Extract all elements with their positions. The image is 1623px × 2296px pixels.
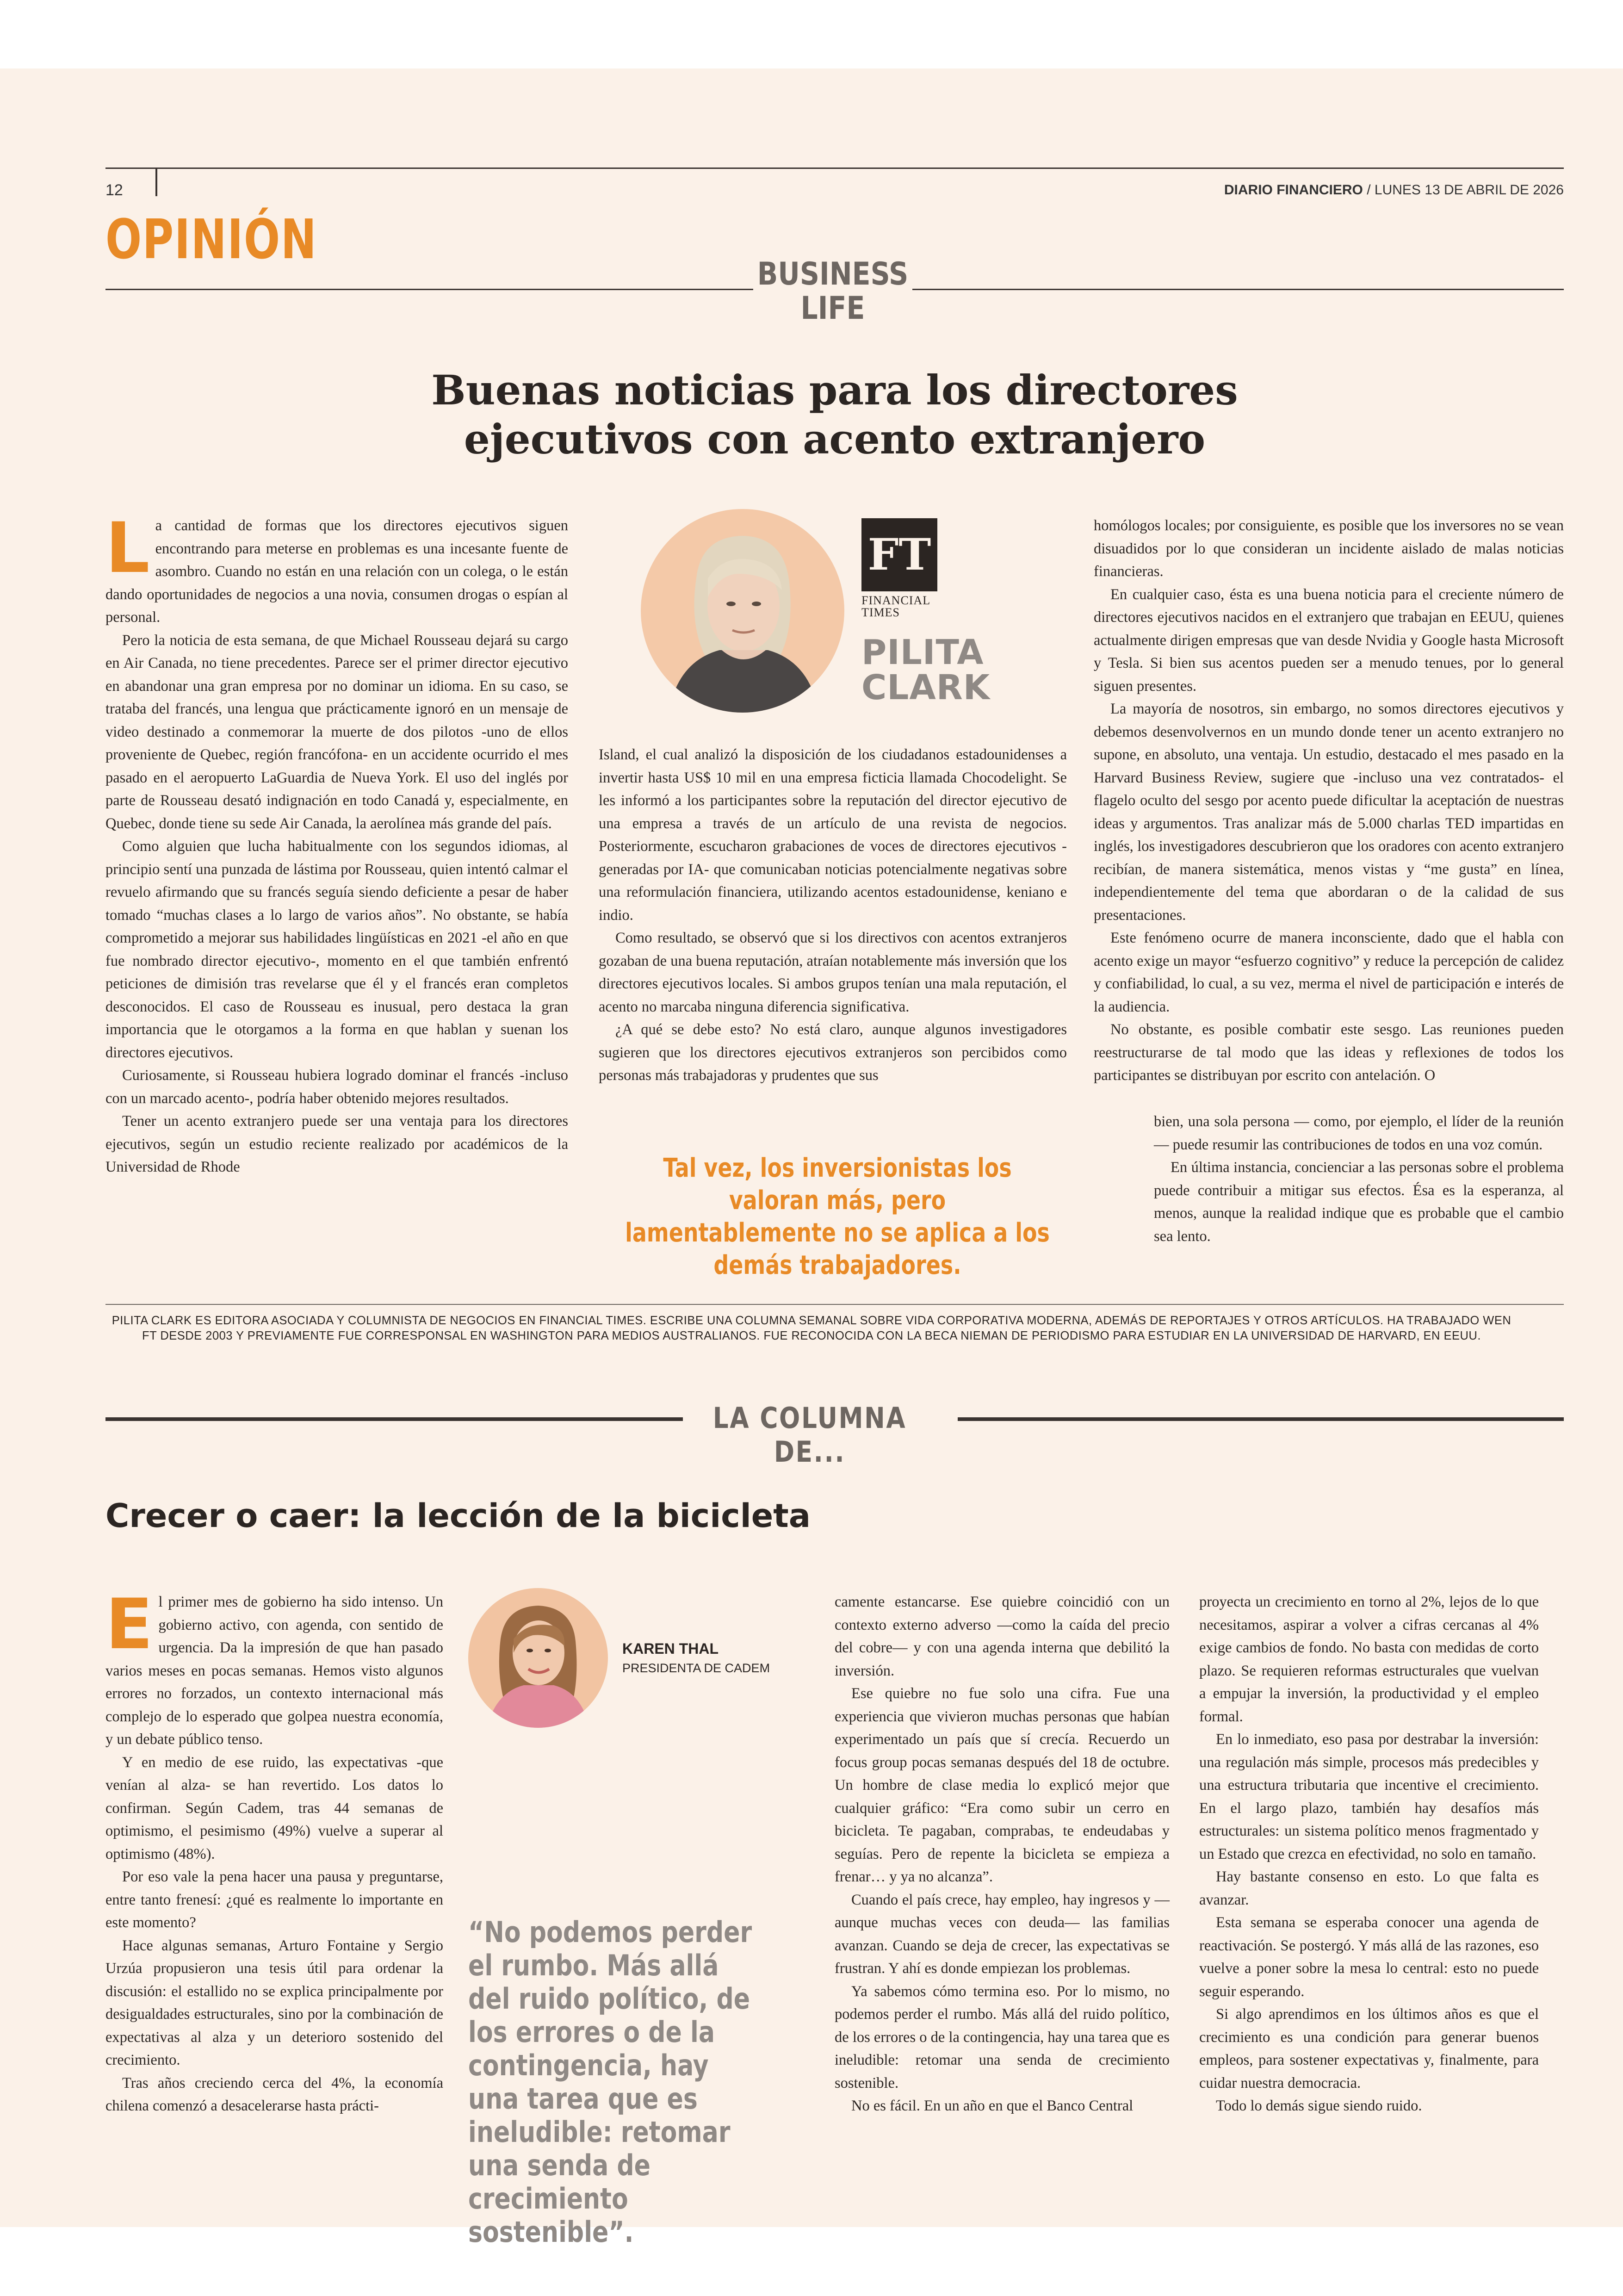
paragraph: Hay bastante consenso en esto. Lo que falta es avanzar.	[1199, 1868, 1539, 1908]
paragraph: Curiosamente, si Rousseau hubiera logrado dominar el francés -incluso con un marcado acento-, podría haber obtenido mejores resultados.	[105, 1067, 568, 1107]
paragraph: Por eso vale la pena hacer una pausa y preguntarse, entre tanto frenesí: ¿qué es realmente lo importante en este momento?	[105, 1868, 443, 1931]
ft-name-line2: TIMES	[861, 606, 900, 619]
article1-column3	[1094, 515, 1564, 1087]
paragraph: En cualquier caso, ésta es una buena noticia para el creciente número de directores ejecutivos nacidos en el extranjero que trabajan en EEUU, quienes actualmente dirigen empresas que van desde Nvidia y Google hasta Microsoft y Tesla. Si bien sus acentos pueden ser a menudo tenues, por lo general siguen presentes.	[1094, 586, 1564, 695]
kicker-line1: BUSINESS	[757, 256, 909, 292]
kicker-rule-left	[105, 289, 753, 290]
article2-column1	[105, 1584, 443, 2118]
column-kicker-rule-left	[105, 1417, 683, 1421]
bio-rule	[105, 1304, 1564, 1305]
paragraph: Ya sabemos cómo termina eso. Por lo mismo, no podemos perder el rumbo. Más allá del ruido político, de los errores o de la contingencia, hay una tarea que es ineludible: retomar una senda de crecimiento sostenible.	[835, 1983, 1170, 2091]
section-title: OPINIÓN	[105, 207, 317, 271]
ft-name-line1: FINANCIAL	[861, 594, 931, 607]
article2-author-role: PRESIDENTA DE CADEM	[622, 1661, 770, 1675]
paragraph: Tras años creciendo cerca del 4%, la economía chilena comenzó a desacelerarse hasta prácti-	[105, 2074, 443, 2114]
paragraph: Y en medio de ese ruido, las expectativas -que venían al alza- se han revertido. Los datos lo confirman. Según Cadem, tras 44 semanas de optimismo, el pesimismo (49%) vuelve a superar al optimismo (48%).	[105, 1754, 443, 1862]
paragraph: En lo inmediato, eso pasa por destrabar la inversión: una regulación más simple, procesos más predecibles y una estructura tributaria que incentive el crecimiento. En el largo plazo, también hay desafíos más estructurales: un sistema político menos fragmentado y un Estado que crezca en efectividad, no solo en tamaño.	[1199, 1731, 1539, 1862]
article1-column3-end	[1154, 1111, 1564, 1248]
article2-column2	[835, 1591, 1170, 2118]
headline-line1: Buenas noticias para los directores	[431, 366, 1238, 414]
header-top-rule	[105, 168, 1564, 169]
paragraph: No obstante, es posible combatir este sesgo. Las reuniones pueden reestructurarse de tal modo que las ideas y reflexiones de todos los participantes se distribuyan por escrito con antelación. O	[1094, 1021, 1564, 1084]
paragraph: a cantidad de formas que los directores ejecutivos siguen encontrando para meterse en problemas es una incesante fuente de asombro. Cuando no están en una relación con un colega, o le están dando oportunidades de negocios a una novia, consumen drogas o espían al personal.	[105, 517, 568, 626]
publication-date: / LUNES 13 DE ABRIL DE 2026	[1367, 182, 1564, 198]
article1-column1	[105, 508, 568, 1179]
headline-line2: ejecutivos con acento extranjero	[464, 415, 1206, 463]
author-bio: PILITA CLARK ES EDITORA ASOCIADA Y COLUMNISTA DE NEGOCIOS EN FINANCIAL TIMES. ESCRIBE UNA COLUMNA SEMANAL SOBRE VIDA CORPORATIVA MODERNA, ADEMÁS DE REPORTAJES Y OTROS ARTÍCULOS. HA TRABAJADO WEN FT DESDE 2003 Y PREVIAMENTE FUE CORRESPONSAL EN WASHINGTON PARA MEDIOS AUSTRALIANOS. FUE RECONOCIDA CON LA BECA NIEMAN DE PERIODISMO PARA ESTUDIAR EN LA UNIVERSIDAD DE HARVARD, EN EEUU.	[112, 1314, 1511, 1342]
column-kicker: LA COLUMNA DE...	[712, 1401, 907, 1469]
paragraph: ¿A qué se debe esto? No está claro, aunque algunos investigadores sugieren que los directores ejecutivos extranjeros son percibidos como personas más trabajadoras y prudentes que sus	[599, 1021, 1067, 1084]
drop-cap: E	[105, 1584, 153, 1665]
paragraph: Ese quiebre no fue solo una cifra. Fue una experiencia que vivieron muchas personas que habían experimentado un país que sí crecía. Recuerdo un focus group pocas semanas después del 18 de octubre. Un hombre de clase media lo explicó mejor que cualquier gráfico: “Era como subir un cerro en bicicleta. Te pagaban, comprabas, te endeudabas y seguías. Pero de repente la bicicleta se empieza a frenar… y ya no alcanza”.	[835, 1685, 1170, 1885]
paragraph: Todo lo demás sigue siendo ruido.	[1216, 2097, 1422, 2114]
author-first-name: PILITA	[861, 633, 984, 672]
paragraph: l primer mes de gobierno ha sido intenso. Un gobierno activo, con agenda, con sentido de urgencia. Da la impresión de que han pasado varios meses en pocas semanas. Hemos visto algunos errores no forzados, un contexto internacional más complejo de lo esperado que golpea nuestra economía, y un debate público tenso.	[105, 1594, 443, 1748]
paragraph: Tener un acento extranjero puede ser una ventaja para los directores ejecutivos, según un estudio reciente realizado por académicos de la Universidad de Rhode	[105, 1113, 568, 1175]
paragraph: Este fenómeno ocurre de manera inconsciente, dado que el habla con acento exige un mayor “esfuerzo cognitivo” y reduce la percepción de calidez y confiabilidad, lo cual, a su vez, merma el nivel de participación e interés de la audiencia.	[1094, 930, 1564, 1015]
kicker-business-life	[729, 257, 936, 326]
paragraph: Pero la noticia de esta semana, de que Michael Rousseau dejará su cargo en Air Canada, no tiene precedentes. Parece ser el primer director ejecutivo en abandonar una gran empresa por no dominar un idioma. En su caso, se trataba del francés, una lengua que prácticamente ignoró en un mensaje de video destinado a conmemorar la muerte de dos pilotos -uno de ellos proveniente de Quebec, región francófona- en un accidente ocurrido el mes pasado en el aeropuerto LaGuardia de Nueva York. El uso del inglés por parte de Rousseau desató indignación en todo Canadá y, especialmente, en Quebec, donde tiene su sede Air Canada, la aerolínea más grande del país.	[105, 632, 568, 832]
article2-column3	[1199, 1591, 1539, 2118]
author-photo	[468, 1588, 608, 1728]
paragraph: La mayoría de nosotros, sin embargo, no somos directores ejecutivos y debemos desenvolvernos en un mundo donde tener un acento extranjero no supone, en absoluto, una ventaja. Un estudio, destacado el mes pasado en la Harvard Business Review, sugiere que -incluso una vez contratados- el flagelo oculto del sesgo por acento puede dificultar la aceptación de nuestras ideas y argumentos. Tras analizar más de 5.000 charlas TED impartidas en inglés, los investigadores descubrieron que los oradores con acento extranjero recibían, de manera sistemática, menos vistas y “me gusta” en línea, independientemente del tema que abordaran o de la calidad de sus presentaciones.	[1094, 701, 1564, 924]
paragraph: bien, una sola persona — como, por ejemplo, el líder de la reunión — puede resumir las contribuciones de todos en una voz común.	[1154, 1113, 1564, 1153]
paragraph: En última instancia, concienciar a las personas sobre el problema puede contribuir a mitigar sus efectos. Ésa es la esperanza, al menos, aunque la realidad indique que es probable que el cambio sea lento.	[1154, 1159, 1564, 1245]
drop-cap: L	[105, 508, 150, 589]
author-last-name: CLARK	[861, 668, 991, 707]
publication-dateline	[1224, 182, 1564, 198]
kicker-line2: LIFE	[800, 290, 865, 327]
column-kicker-rule-right	[958, 1417, 1564, 1421]
kicker-rule-right	[912, 289, 1564, 290]
paragraph: Island, el cual analizó la disposición de los ciudadanos estadounidenses a invertir hasta US$ 10 mil en una empresa ficticia llamada Chocodelight. Se les informó a los participantes sobre la reputación del director ejecutivo de una empresa a través de un artículo de una revista de negocios. Posteriormente, escucharon grabaciones de voces de directores ejecutivos -generadas por IA- que comunicaban noticias potencialmente negativas sobre una reformulación financiera, utilizando acentos estadounidense, keniano e indio.	[599, 746, 1067, 924]
article2-pull-quote: “No podemos perder el rumbo. Más allá del ruido político, de los errores o de la contingencia, hay una tarea que es ineludible: retomar una senda de crecimiento sostenible”.	[468, 1915, 752, 2249]
paragraph: Como resultado, se observó que si los directivos con acentos extranjeros gozaban de una buena reputación, atraían notablemente más inversión que los directores ejecutivos locales. Si ambos grupos tenían una mala reputación, el acento no marcaba ninguna diferencia significativa.	[599, 930, 1067, 1015]
ft-name	[861, 595, 930, 619]
paragraph: Como alguien que lucha habitualmente con los segundos idiomas, al principio sentí una punzada de lástima por Rousseau, quien intentó calmar el revuelo afirmando que su francés seguía siendo deficiente a pesar de haber tomado “muchas clases a lo largo de varios años”. No obstante, se había comprometido a mejorar sus habilidades lingüísticas en 2021 -el año en que fue nombrado director ejecutivo-, momento en el que también enfrentó peticiones de dimisión tras revelarse que él y el francés eran completos desconocidos. El caso de Rousseau es inusual, pero destaca la gran importancia que le otorgamos a la forma en que hablan y suenan los directores ejecutivos.	[105, 838, 568, 1061]
article2-author: KAREN THAL	[622, 1640, 719, 1657]
paragraph: camente estancarse. Ese quiebre coincidió con un contexto externo adverso —como la caída del precio del cobre— y con una agenda interna que debilitó la inversión.	[835, 1594, 1170, 1679]
paragraph: Esta semana se esperaba conocer una agenda de reactivación. Se postergó. Y más allá de las razones, eso vuelve a poner sobre la mesa lo central: esto no puede seguir esperando.	[1199, 1914, 1539, 2000]
paragraph: Cuando el país crece, hay empleo, hay ingresos y —aunque muchas veces con deuda— las familias avanzan. Cuando se deja de crecer, las expectativas se frustran. Y ahí es donde empiezan los problemas.	[835, 1891, 1170, 1977]
paragraph: No es fácil. En un año en que el Banco Central	[851, 2097, 1134, 2114]
publication-name: DIARIO FINANCIERO	[1224, 182, 1363, 198]
paragraph: Si algo aprendimos en los últimos años es que el crecimiento es una condición para generar buenos empleos, para sostener expectativas y, finalmente, para cuidar nuestra democracia.	[1199, 2006, 1539, 2091]
paragraph: Hace algunas semanas, Arturo Fontaine y Sergio Urzúa propusieron una tesis útil para ordenar la discusión: el estallido no se explica principalmente por desigualdades estructurales, sino por la combinación de expectativas al alza y un deterioro sostenido del crecimiento.	[105, 1937, 443, 2068]
paragraph: proyecta un crecimiento en torno al 2%, lejos de lo que necesitamos, aspirar a volver a cifras cercanas al 4% exige cambios de fondo. No basta con medidas de corto plazo. Se requieren reformas estructurales que vuelvan a empujar la inversión, la productividad y el empleo formal.	[1199, 1594, 1539, 1725]
page-number-divider	[155, 168, 157, 196]
page-number: 12	[105, 181, 123, 199]
paragraph: homólogos locales; por consiguiente, es posible que los inversores no se vean disuadidos por lo que consideran un incidente aislado de malas noticias financieras.	[1094, 517, 1564, 580]
author-photo	[641, 509, 844, 713]
article2-headline: Crecer o caer: la lección de la bicicleta	[105, 1497, 811, 1535]
article1-pull-quote: Tal vez, los inversionistas los valoran más, pero lamentablemente no se aplica a los demás trabajadores.	[625, 1153, 1050, 1280]
article1-column2	[599, 744, 1067, 1087]
article1-author	[861, 635, 990, 705]
article1-headline	[278, 366, 1392, 464]
ft-logo: FT	[861, 518, 937, 591]
